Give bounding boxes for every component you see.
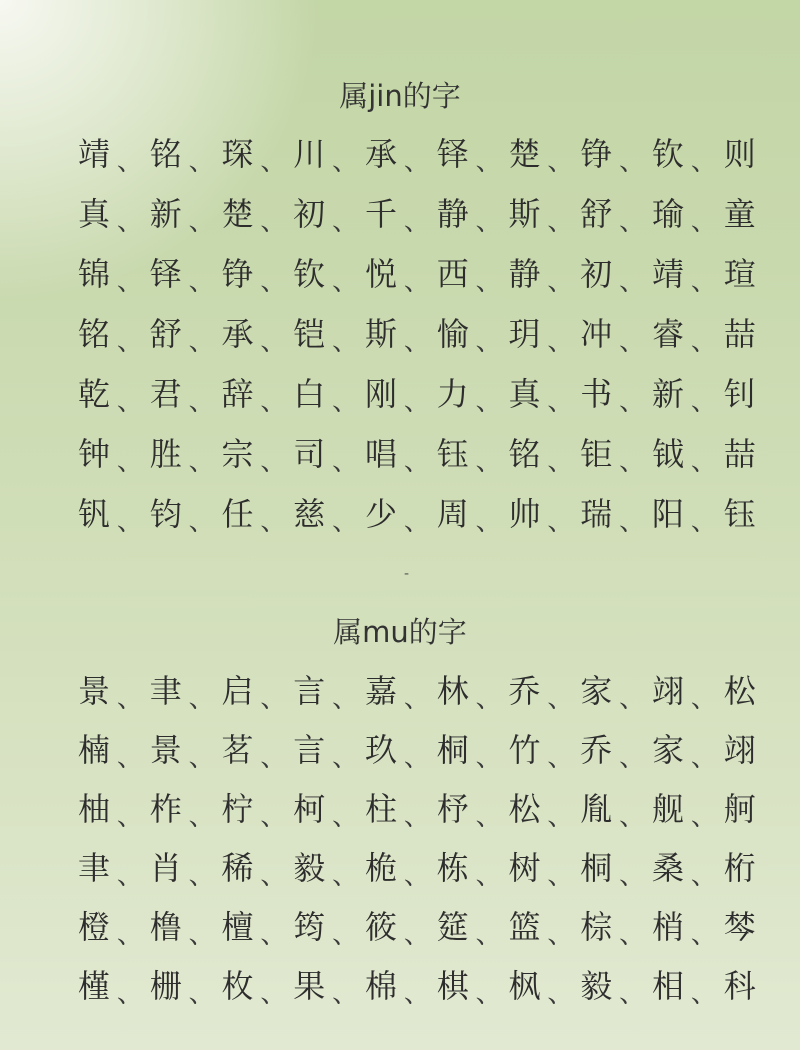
separator-mark: 、 <box>690 207 717 237</box>
char-item: 林 <box>436 672 469 710</box>
separator-mark: 、 <box>260 147 287 177</box>
separator-mark: 、 <box>619 447 646 477</box>
char-item: 桑 <box>651 849 684 887</box>
separator-mark: 、 <box>332 147 359 177</box>
char-item: 桐 <box>580 849 613 887</box>
separator-mark: 、 <box>403 743 430 773</box>
char-item: 柞 <box>149 790 182 828</box>
char-row <box>72 490 762 538</box>
separator-mark: 、 <box>260 743 287 773</box>
separator-mark: 、 <box>116 267 143 297</box>
separator-mark: 、 <box>260 920 287 950</box>
char-item: 言 <box>293 731 326 769</box>
separator-mark: 、 <box>690 267 717 297</box>
char-item: 钺 <box>651 435 684 473</box>
separator-mark: 、 <box>475 743 502 773</box>
char-item: 西 <box>436 255 469 293</box>
separator-mark: 、 <box>260 207 287 237</box>
char-item: 启 <box>221 672 254 710</box>
char-item: 篮 <box>508 908 541 946</box>
char-item: 斯 <box>364 315 397 353</box>
char-item: 言 <box>293 672 326 710</box>
char-item: 柯 <box>293 790 326 828</box>
char-item: 钰 <box>436 435 469 473</box>
char-item: 棉 <box>364 967 397 1005</box>
char-item: 筱 <box>364 908 397 946</box>
separator-mark: 、 <box>332 327 359 357</box>
char-item: 钧 <box>149 495 182 533</box>
separator-mark: 、 <box>403 979 430 1009</box>
char-item: 铎 <box>436 135 469 173</box>
separator-mark: 、 <box>547 447 574 477</box>
char-item: 辞 <box>221 375 254 413</box>
char-item: 铭 <box>77 315 110 353</box>
char-item: 冲 <box>580 315 613 353</box>
separator-mark: 、 <box>475 387 502 417</box>
separator-mark: 、 <box>260 387 287 417</box>
separator-mark: 、 <box>116 507 143 537</box>
char-item: 楚 <box>221 195 254 233</box>
separator-mark: 、 <box>547 387 574 417</box>
separator-mark: 、 <box>547 979 574 1009</box>
char-item: 翊 <box>651 672 684 710</box>
separator-mark: 、 <box>260 861 287 891</box>
char-item: 真 <box>508 375 541 413</box>
char-item: 铠 <box>293 315 326 353</box>
char-item: 聿 <box>149 672 182 710</box>
char-item: 童 <box>723 195 756 233</box>
separator-mark: 、 <box>619 920 646 950</box>
separator-mark: 、 <box>188 684 215 714</box>
separator-mark: 、 <box>619 861 646 891</box>
separator-mark: 、 <box>260 327 287 357</box>
char-item: 松 <box>508 790 541 828</box>
separator-mark: 、 <box>690 507 717 537</box>
separator-mark: 、 <box>332 861 359 891</box>
char-row <box>72 903 762 951</box>
char-item: 棋 <box>436 967 469 1005</box>
char-item: 柚 <box>77 790 110 828</box>
separator-mark: 、 <box>475 979 502 1009</box>
separator-mark: 、 <box>547 802 574 832</box>
separator-mark: 、 <box>188 327 215 357</box>
char-item: 铮 <box>221 255 254 293</box>
separator-mark: 、 <box>547 920 574 950</box>
char-item: 靖 <box>77 135 110 173</box>
separator-mark: 、 <box>260 684 287 714</box>
char-item: 竹 <box>508 731 541 769</box>
char-item: 茗 <box>221 731 254 769</box>
char-row <box>72 130 762 178</box>
separator-mark: 、 <box>475 802 502 832</box>
separator-mark: 、 <box>188 207 215 237</box>
separator-mark: 、 <box>116 743 143 773</box>
separator-mark: 、 <box>403 861 430 891</box>
char-item: 睿 <box>651 315 684 353</box>
separator-mark: 、 <box>475 861 502 891</box>
char-item: 白 <box>293 375 326 413</box>
separator-mark: 、 <box>690 447 717 477</box>
char-item: 果 <box>293 967 326 1005</box>
char-item: 钟 <box>77 435 110 473</box>
char-row <box>72 250 762 298</box>
char-item: 静 <box>508 255 541 293</box>
separator-mark: 、 <box>260 267 287 297</box>
separator-mark: 、 <box>690 979 717 1009</box>
separator-mark: 、 <box>403 447 430 477</box>
char-item: 枚 <box>221 967 254 1005</box>
char-item: 聿 <box>77 849 110 887</box>
separator-mark: 、 <box>475 147 502 177</box>
separator-mark: 、 <box>116 147 143 177</box>
separator-mark: 、 <box>188 387 215 417</box>
char-item: 铭 <box>508 435 541 473</box>
separator-mark: 、 <box>690 387 717 417</box>
char-item: 家 <box>580 672 613 710</box>
char-item: 静 <box>436 195 469 233</box>
char-item: 钜 <box>580 435 613 473</box>
char-item: 慈 <box>293 495 326 533</box>
separator-mark: 、 <box>403 387 430 417</box>
separator-mark: 、 <box>403 327 430 357</box>
separator-mark: 、 <box>332 920 359 950</box>
char-item: 玖 <box>364 731 397 769</box>
char-item: 司 <box>293 435 326 473</box>
section-divider: - <box>404 566 410 582</box>
separator-mark: 、 <box>332 507 359 537</box>
char-item: 新 <box>651 375 684 413</box>
char-item: 承 <box>221 315 254 353</box>
char-item: 少 <box>364 495 397 533</box>
separator-mark: 、 <box>403 507 430 537</box>
separator-mark: 、 <box>260 507 287 537</box>
char-item: 柱 <box>364 790 397 828</box>
char-item: 胜 <box>149 435 182 473</box>
char-item: 琛 <box>221 135 254 173</box>
char-item: 君 <box>149 375 182 413</box>
char-item: 承 <box>364 135 397 173</box>
separator-mark: 、 <box>403 267 430 297</box>
separator-mark: 、 <box>260 447 287 477</box>
char-item: 钦 <box>651 135 684 173</box>
separator-mark: 、 <box>188 147 215 177</box>
char-item: 舰 <box>651 790 684 828</box>
separator-mark: 、 <box>332 979 359 1009</box>
separator-mark: 、 <box>332 207 359 237</box>
char-item: 铎 <box>149 255 182 293</box>
char-item: 铭 <box>149 135 182 173</box>
char-item: 棕 <box>580 908 613 946</box>
char-item: 锦 <box>77 255 110 293</box>
char-row <box>72 844 762 892</box>
char-item: 筵 <box>436 908 469 946</box>
separator-mark: 、 <box>690 684 717 714</box>
separator-mark: 、 <box>403 147 430 177</box>
separator-mark: 、 <box>332 802 359 832</box>
char-item: 筠 <box>293 908 326 946</box>
separator-mark: 、 <box>475 684 502 714</box>
separator-mark: 、 <box>619 684 646 714</box>
char-item: 科 <box>723 967 756 1005</box>
separator-mark: 、 <box>188 743 215 773</box>
separator-mark: 、 <box>116 920 143 950</box>
separator-mark: 、 <box>690 327 717 357</box>
char-item: 钊 <box>723 375 756 413</box>
separator-mark: 、 <box>332 684 359 714</box>
char-item: 栋 <box>436 849 469 887</box>
char-item: 周 <box>436 495 469 533</box>
separator-mark: 、 <box>619 507 646 537</box>
char-item: 桅 <box>364 849 397 887</box>
separator-mark: 、 <box>475 507 502 537</box>
separator-mark: 、 <box>116 979 143 1009</box>
separator-mark: 、 <box>619 802 646 832</box>
separator-mark: 、 <box>547 743 574 773</box>
separator-mark: 、 <box>116 447 143 477</box>
char-item: 栅 <box>149 967 182 1005</box>
char-item: 乔 <box>508 672 541 710</box>
char-item: 瑄 <box>723 255 756 293</box>
char-item: 乾 <box>77 375 110 413</box>
separator-mark: 、 <box>547 207 574 237</box>
char-item: 梢 <box>651 908 684 946</box>
char-item: 舒 <box>580 195 613 233</box>
char-item: 翊 <box>723 731 756 769</box>
char-item: 喆 <box>723 435 756 473</box>
char-item: 柠 <box>221 790 254 828</box>
char-item: 橹 <box>149 908 182 946</box>
separator-mark: 、 <box>116 327 143 357</box>
char-item: 景 <box>77 672 110 710</box>
separator-mark: 、 <box>116 684 143 714</box>
char-item: 帅 <box>508 495 541 533</box>
char-item: 相 <box>651 967 684 1005</box>
separator-mark: 、 <box>188 861 215 891</box>
separator-mark: 、 <box>475 447 502 477</box>
char-item: 悦 <box>364 255 397 293</box>
separator-mark: 、 <box>188 447 215 477</box>
char-item: 毅 <box>580 967 613 1005</box>
separator-mark: 、 <box>116 387 143 417</box>
section-title-mu: 属mu的字 <box>333 615 467 649</box>
separator-mark: 、 <box>690 147 717 177</box>
separator-mark: 、 <box>188 507 215 537</box>
char-item: 则 <box>723 135 756 173</box>
char-item: 家 <box>651 731 684 769</box>
separator-mark: 、 <box>619 387 646 417</box>
char-item: 钒 <box>77 495 110 533</box>
separator-mark: 、 <box>403 207 430 237</box>
char-item: 千 <box>364 195 397 233</box>
separator-mark: 、 <box>116 861 143 891</box>
char-row <box>72 726 762 774</box>
char-item: 宗 <box>221 435 254 473</box>
char-item: 愉 <box>436 315 469 353</box>
separator-mark: 、 <box>116 207 143 237</box>
separator-mark: 、 <box>547 327 574 357</box>
separator-mark: 、 <box>260 979 287 1009</box>
separator-mark: 、 <box>619 147 646 177</box>
separator-mark: 、 <box>403 802 430 832</box>
char-item: 稀 <box>221 849 254 887</box>
separator-mark: 、 <box>188 802 215 832</box>
separator-mark: 、 <box>690 802 717 832</box>
separator-mark: 、 <box>475 207 502 237</box>
char-item: 新 <box>149 195 182 233</box>
char-item: 橙 <box>77 908 110 946</box>
separator-mark: 、 <box>690 743 717 773</box>
char-item: 钦 <box>293 255 326 293</box>
separator-mark: 、 <box>332 267 359 297</box>
char-item: 杼 <box>436 790 469 828</box>
char-row <box>72 370 762 418</box>
char-item: 楚 <box>508 135 541 173</box>
char-item: 唱 <box>364 435 397 473</box>
separator-mark: 、 <box>475 267 502 297</box>
separator-mark: 、 <box>403 684 430 714</box>
char-item: 喆 <box>723 315 756 353</box>
char-item: 乔 <box>580 731 613 769</box>
separator-mark: 、 <box>619 327 646 357</box>
char-item: 力 <box>436 375 469 413</box>
char-item: 真 <box>77 195 110 233</box>
char-item: 树 <box>508 849 541 887</box>
char-item: 玥 <box>508 315 541 353</box>
char-item: 瑞 <box>580 495 613 533</box>
separator-mark: 、 <box>547 267 574 297</box>
separator-mark: 、 <box>475 920 502 950</box>
char-item: 楠 <box>77 731 110 769</box>
section-title-jin: 属jin的字 <box>339 79 461 113</box>
char-item: 初 <box>580 255 613 293</box>
char-item: 嘉 <box>364 672 397 710</box>
char-item: 斯 <box>508 195 541 233</box>
separator-mark: 、 <box>619 743 646 773</box>
separator-mark: 、 <box>547 684 574 714</box>
char-row <box>72 310 762 358</box>
char-item: 钰 <box>723 495 756 533</box>
char-item: 铮 <box>580 135 613 173</box>
char-item: 靖 <box>651 255 684 293</box>
char-row <box>72 785 762 833</box>
char-item: 胤 <box>580 790 613 828</box>
char-item: 槿 <box>77 967 110 1005</box>
separator-mark: 、 <box>547 861 574 891</box>
separator-mark: 、 <box>260 802 287 832</box>
separator-mark: 、 <box>619 267 646 297</box>
separator-mark: 、 <box>403 920 430 950</box>
separator-mark: 、 <box>690 920 717 950</box>
char-item: 刚 <box>364 375 397 413</box>
char-item: 桁 <box>723 849 756 887</box>
separator-mark: 、 <box>116 802 143 832</box>
char-item: 松 <box>723 672 756 710</box>
char-row <box>72 667 762 715</box>
char-item: 枫 <box>508 967 541 1005</box>
char-item: 肖 <box>149 849 182 887</box>
separator-mark: 、 <box>619 979 646 1009</box>
separator-mark: 、 <box>188 920 215 950</box>
char-item: 舸 <box>723 790 756 828</box>
separator-mark: 、 <box>332 387 359 417</box>
separator-mark: 、 <box>188 267 215 297</box>
separator-mark: 、 <box>690 861 717 891</box>
char-item: 舒 <box>149 315 182 353</box>
char-item: 初 <box>293 195 326 233</box>
char-item: 书 <box>580 375 613 413</box>
separator-mark: 、 <box>547 147 574 177</box>
char-item: 任 <box>221 495 254 533</box>
char-row <box>72 190 762 238</box>
separator-mark: 、 <box>619 207 646 237</box>
char-item: 阳 <box>651 495 684 533</box>
char-item: 檀 <box>221 908 254 946</box>
char-row <box>72 962 762 1010</box>
char-item: 川 <box>293 135 326 173</box>
char-item: 桐 <box>436 731 469 769</box>
char-item: 毅 <box>293 849 326 887</box>
char-item: 瑜 <box>651 195 684 233</box>
char-row <box>72 430 762 478</box>
separator-mark: 、 <box>475 327 502 357</box>
char-item: 景 <box>149 731 182 769</box>
separator-mark: 、 <box>332 743 359 773</box>
char-item: 棽 <box>723 908 756 946</box>
separator-mark: 、 <box>188 979 215 1009</box>
separator-mark: 、 <box>332 447 359 477</box>
separator-mark: 、 <box>547 507 574 537</box>
